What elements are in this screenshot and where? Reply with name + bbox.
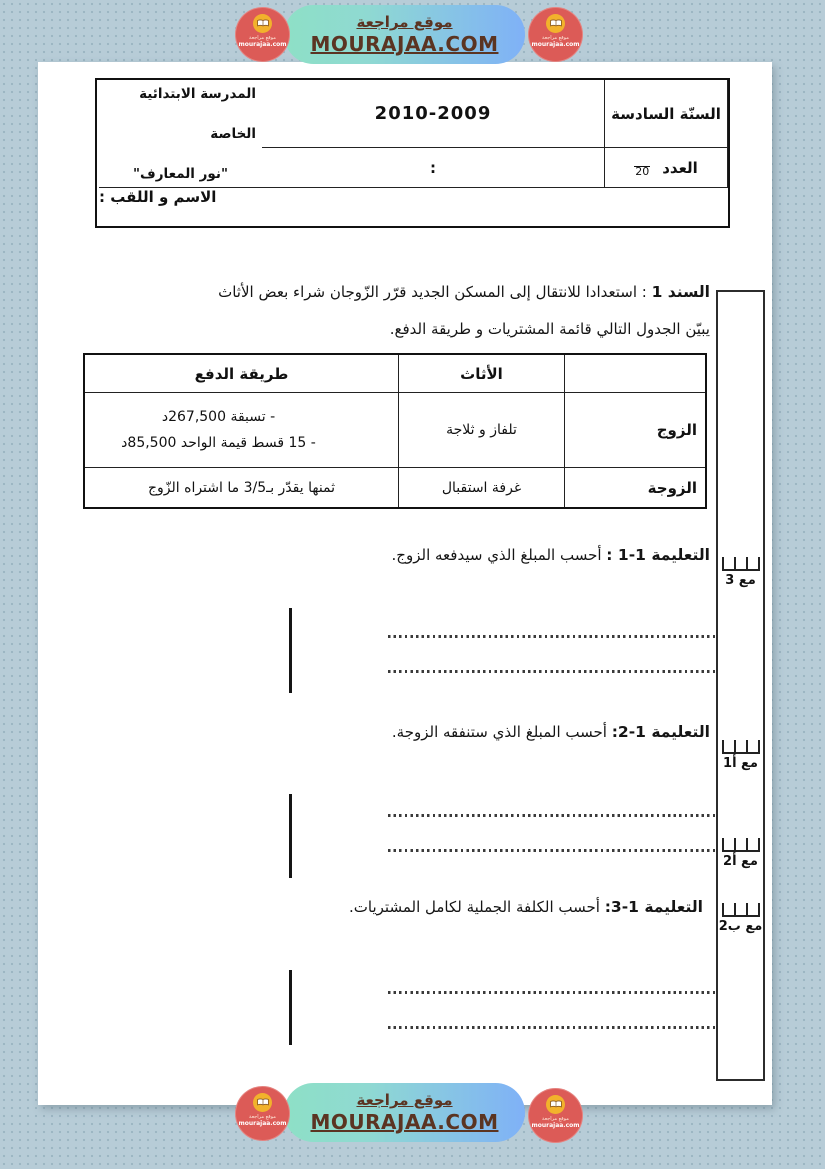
school-year-cell: 2010-2009 (262, 80, 605, 148)
exam-header-table (95, 78, 730, 228)
question-1-3-text: أحسب الكلفة الجملية لكامل المشتريات. (349, 898, 605, 916)
answer-dotted-line[interactable] (388, 849, 718, 852)
payment-cell-wife: ثمنها يقدّر بـ3/5 ما اشتراه الزّوج (85, 468, 399, 507)
book-icon (546, 14, 565, 33)
grading-mark (718, 740, 763, 771)
badge-text-domain: mourajaa.com (238, 41, 287, 48)
purchases-table (83, 353, 707, 509)
score-ticks-icon (722, 903, 760, 917)
criterion-label: مع أ2 (723, 854, 758, 869)
badge-text-arabic: موقع مراجعة (542, 35, 569, 41)
furniture-cell-husband: تلفاز و ثلاجة (399, 393, 565, 468)
question-1-2 (290, 723, 710, 741)
criterion-label: مع ب2 (718, 919, 763, 934)
score-ticks-icon (722, 740, 760, 754)
question-1-3-label: التعليمة 1-3: (604, 898, 703, 916)
school-name-cell (99, 80, 262, 187)
col-header-buyer-empty (565, 355, 705, 393)
score-label: العدد (662, 158, 698, 177)
buyer-cell-wife: الزوجة (647, 478, 697, 497)
intro-line1-text: : استعدادا للانتقال إلى المسكن الجديد قرّر الزّوجان شراء بعض الأثاث (218, 283, 652, 301)
col-header-payment: طريقة الدفع (85, 355, 399, 393)
mourajaa-logo-badge (235, 7, 290, 62)
answer-dotted-line[interactable] (388, 670, 718, 673)
badge-text-arabic: موقع مراجعة (542, 1116, 569, 1122)
col-header-furniture: الأثاث (399, 355, 565, 393)
badge-text-domain: mourajaa.com (531, 41, 580, 48)
grading-mark (718, 903, 763, 934)
site-name-arabic: موقع مراجعة (356, 13, 453, 31)
intro-line1 (170, 274, 710, 311)
buyer-cell-husband: الزوج (565, 393, 705, 468)
answer-dotted-line[interactable] (388, 991, 718, 994)
grading-mark (718, 838, 763, 869)
site-name-arabic: موقع مراجعة (356, 1091, 453, 1109)
payment-line-installments: - 15 قسط قيمة الواحد 85,500د (121, 435, 316, 451)
student-name-field[interactable]: الاسم و اللقب : (99, 187, 728, 226)
colon-cell: : (262, 148, 605, 187)
question-1-2-text: أحسب المبلغ الذي ستنفقه الزوجة. (391, 723, 612, 741)
mourajaa-link-pill-top[interactable] (284, 5, 525, 64)
criterion-label: مع أ1 (723, 756, 758, 771)
score-ticks-icon (722, 838, 760, 852)
mourajaa-logo-badge (528, 7, 583, 62)
answer-margin-line (289, 794, 292, 878)
site-domain-link[interactable]: MOURAJAA.COM (310, 1110, 499, 1134)
score-fraction (634, 159, 650, 177)
criterion-label: مع 3 (725, 573, 756, 588)
question-1-3 (283, 898, 703, 916)
book-icon (253, 14, 272, 33)
payment-cell-husband (85, 393, 399, 468)
answer-dotted-line[interactable] (388, 1026, 718, 1029)
badge-text-domain: mourajaa.com (531, 1122, 580, 1129)
badge-text-arabic: موقع مراجعة (249, 1114, 276, 1120)
mourajaa-link-pill-bottom[interactable] (284, 1083, 525, 1142)
score-cell (605, 148, 728, 187)
answer-margin-line (289, 608, 292, 693)
answer-dotted-line[interactable] (388, 814, 718, 817)
answer-margin-line (289, 970, 292, 1045)
exercise-number-label: السند 1 (651, 283, 710, 301)
question-1-1-text: أحسب المبلغ الذي سيدفعه الزوج. (391, 546, 607, 564)
score-ticks-icon (722, 557, 760, 571)
grading-column (716, 290, 765, 1081)
question-1-1-label: التعليمة 1-1 : (606, 546, 710, 564)
score-denominator: 20 (635, 164, 650, 178)
intro-line2: يبيّن الجدول التالي قائمة المشتريات و طريقة الدفع. (389, 320, 710, 338)
badge-text-domain: mourajaa.com (238, 1120, 287, 1127)
site-domain-link[interactable]: MOURAJAA.COM (310, 32, 499, 56)
payment-line-advance: - تسبقة 267,500د (161, 409, 276, 425)
book-icon (253, 1093, 272, 1112)
question-1-2-label: التعليمة 1-2: (611, 723, 710, 741)
school-name-line2: "نور المعارف" (133, 165, 228, 182)
grading-mark (718, 557, 763, 588)
exercise-intro (170, 274, 710, 348)
school-name-line1: المدرسة الابتدائية الخاصة (139, 85, 256, 142)
book-icon (546, 1095, 565, 1114)
question-1-1 (290, 546, 710, 564)
badge-text-arabic: موقع مراجعة (249, 35, 276, 41)
furniture-cell-wife: غرفة استقبال (399, 468, 565, 507)
grade-level-cell: السنّة السادسة (605, 80, 728, 148)
mourajaa-logo-badge (528, 1088, 583, 1143)
mourajaa-logo-badge (235, 1086, 290, 1141)
answer-dotted-line[interactable] (388, 635, 718, 638)
